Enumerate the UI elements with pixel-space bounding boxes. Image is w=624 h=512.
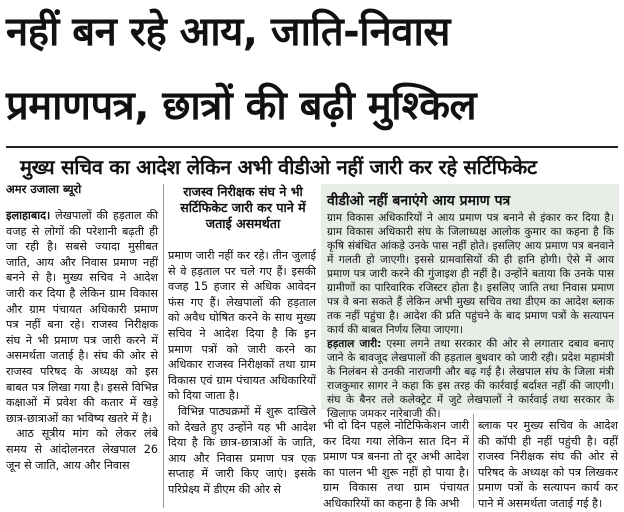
col3-paragraph-1: भी दो दिन पहले नोटिफिकेशन जारी कर दिया गया लेकिन सात दिन में प्रमाण पत्र बनना तो दूर अभी आदेश का पालन भी शुरू नहीं हो पाया है। ग्राम विकास तथा ग्राम पंचायत अधिकारियों का कहना है कि अभी (323, 419, 469, 510)
col1-paragraph-2: आठ सूत्रीय मांग को लेकर लंबे समय से आंदोलनरत लेखपाल 26 जून से जाति, आय और निवास (6, 427, 158, 472)
col2-paragraph-2: विभिन्न पाठ्यक्रमों में शुरू दाखिले को देखते हुए उन्होंने यह भी आदेश दिया है कि छात्र-छात्राओं के जाति, आय और निवास प्रमाण पत्र एक सप्ताह में जारी किए जाएं। इसके परिप्रेक्ष्य में डीएम की ओर से (168, 404, 316, 496)
col2-paragraph-1: प्रमाण जारी नहीं कर रहे। तीन जुलाई से वे हड़ताल पर चले गए हैं। इसकी वजह 15 हजार से अधिक आवेदन फंस गए हैं। लेखपालों की हड़ताल को अवैध घोषित करने के साथ मुख्य सचिव ने आदेश दिया है कि इन प्रमाण पत्रों को जारी करने का अधिकार राजस्व निरीक्षकों तथा ग्राम विकास एवं ग्राम पंचायत अधिकारियों को दिया जाता है। (168, 249, 316, 403)
box-text (327, 211, 614, 420)
article-column-2 (168, 248, 316, 508)
column-2-heading: राजस्व निरीक्षक संघ ने भी सर्टिफिकेट जारी कर पाने में जताई असमर्थता (180, 184, 306, 231)
article-column-3 (323, 418, 469, 508)
col1-text-1: लेखपालों की हड़ताल की वजह से लोगों की परेशानी बढ़ती ही जा रही है। सबसे ज्यादा मुसीबत जाति, आय और निवास प्रमाण नहीं बनने से है। मुख्य सचिव ने आदेश जारी कर दिया है लेकिन ग्राम विकास और ग्राम पंचायत अधिकारी प्रमाण पत्र नहीं बना रहे। राजस्व निरीक्षक संघ ने भी प्रमाण पत्र जारी करने में असमर्थता जताई है। संघ की ओर से राजस्व परिषद के अध्यक्ष को इस बाबत पत्र लिखा गया है। इससे विभिन्न कक्षाओं में प्रवेश की कतार में खड़े छात्र-छात्राओं का भविष्य खतरे में है। (6, 209, 158, 425)
column-rule-2 (473, 414, 474, 508)
box-heading: वीडीओ नहीं बनाएंगे आय प्रमाण पत्र (327, 193, 511, 209)
column-rule-1 (163, 184, 164, 508)
dateline: इलाहाबाद। (6, 209, 51, 222)
article-column-1 (6, 208, 158, 508)
byline: अमर उजाला ब्यूरो (6, 182, 82, 196)
box-paragraph-2 (327, 337, 614, 421)
subheadline: मुख्य सचिव का आदेश लेकिन अभी वीडीओ नहीं जारी कर रहे सर्टिफिकेट (20, 155, 537, 179)
box-paragraph-1: ग्राम विकास अधिकारियों ने आय प्रमाण पत्र बनाने से इंकार कर दिया है। ग्राम विकास अधिकारी संघ के जिलाध्यक्ष आलोक कुमार का कहना है कि कृषि संबंधित आंकड़े उनके पास नहीं होते। इसलिए आय प्रमाण पत्र बनवाने में गलती हो जाएगी। इससे ग्रामवासियों की ही हानि होगी। ऐसे में आय प्रमाण पत्र जारी करने की गुंजाइश ही नहीं है। उन्होंने बताया कि उनके पास ग्रामीणों का पारिवारिक रजिस्टर होता है। इसलिए जाति तथा निवास प्रमाण पत्र वे बना सकते हैं लेकिन अभी मुख्य सचिव तथा डीएम का आदेश ब्लाक तक नहीं पहुंचा है। आदेश की प्रति पहुंचने के बाद प्रमाण पत्रों के सत्यापन कार्य की बाबत निर्णय लिया जाएगा। (327, 212, 614, 336)
headline-divider (6, 146, 618, 148)
headline-line-2: प्रमाणपत्र, छात्रों की बढ़ी मुश्किल (6, 83, 477, 129)
box-paragraph-2-text: एस्मा लगने तथा सरकार की ओर से लगातार दबाव बनाए जाने के बावजूद लेखपालों की हड़ताल बुधवार को जारी रही। प्रदेश महामंत्री के निलंबन से उनकी नाराजगी और बढ़ गई है। लेखपाल संघ के जिला मंत्री राजकुमार सागर ने कहा कि इस तरह की कार्रवाई बर्दाश्त नहीं की जाएगी। संघ के बैनर तले कलेक्ट्रेट में जुटे लेखपालों ने कार्रवाई तथा सरकार के खिलाफ जमकर नारेबाजी की। (327, 338, 614, 420)
col4-paragraph-1: ब्लाक पर मुख्य सचिव के आदेश की कॉपी ही नहीं पहुंची है। वहीं राजस्व निरीक्षक संघ की ओर से परिषद के अध्यक्ष को पत्र लिखकर प्रमाण पत्रों के सत्यापन कार्य कर पाने में असमर्थता जताई गई है। (478, 419, 618, 510)
box-paragraph-2-lead: हड़ताल जारी: (327, 338, 382, 350)
headline-line-1: नहीं बन रहे आय, जाति-निवास (6, 9, 450, 55)
col1-paragraph-1 (6, 208, 158, 426)
article-column-4 (478, 418, 618, 508)
